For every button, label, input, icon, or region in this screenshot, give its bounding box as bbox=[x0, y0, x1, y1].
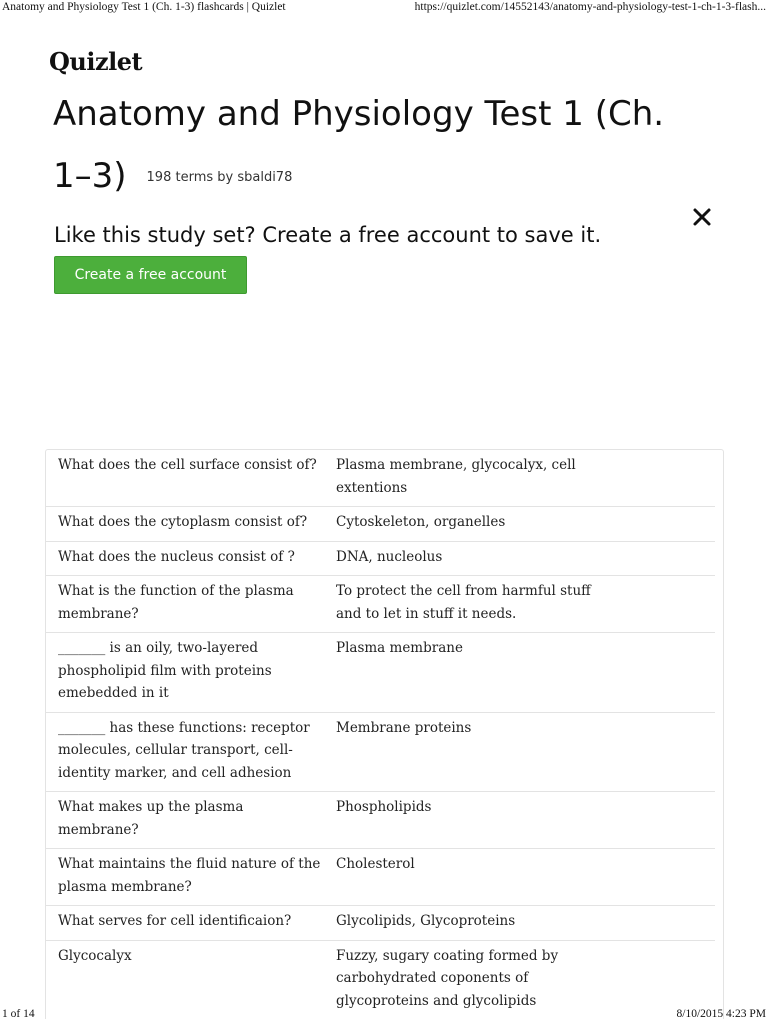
definition-text: Glycolipids, Glycoproteins bbox=[336, 913, 516, 929]
term-text: What makes up the plasma membrane? bbox=[58, 799, 244, 838]
term-row bbox=[46, 542, 715, 577]
term-text: _______ is an oily, two-layered phospholipid film with proteins emebedded in it bbox=[58, 640, 272, 701]
print-header-title: Anatomy and Physiology Test 1 (Ch. 1-3) flashcards | Quizlet bbox=[2, 1, 286, 13]
term-text: _______ has these functions: receptor molecules, cellular transport, cell-identity marker, and cell adhesion bbox=[58, 719, 310, 781]
term-row bbox=[46, 507, 715, 542]
close-icon[interactable] bbox=[690, 205, 714, 229]
term-text: Glycocalyx bbox=[58, 947, 132, 964]
term-text: What does the cell surface consist of? bbox=[58, 457, 317, 473]
quizlet-logo[interactable]: Quizlet bbox=[49, 47, 143, 76]
set-meta[interactable]: 198 terms by sbaldi78 bbox=[146, 170, 293, 185]
term-row bbox=[46, 633, 715, 713]
definition-text: DNA, nucleolus bbox=[336, 548, 443, 565]
definition-text: Plasma membrane, glycocalyx, cell extentions bbox=[336, 457, 576, 496]
definition-text: Cholesterol bbox=[336, 856, 415, 872]
definition-text: Plasma membrane bbox=[336, 640, 463, 656]
create-account-button[interactable]: Create a free account bbox=[54, 256, 247, 294]
set-title-block bbox=[53, 83, 713, 209]
term-row bbox=[46, 849, 715, 906]
term-text: What serves for cell identificaion? bbox=[58, 913, 292, 929]
definition-text: Membrane proteins bbox=[336, 719, 472, 736]
term-row bbox=[46, 792, 715, 849]
term-row bbox=[46, 450, 715, 507]
print-header bbox=[0, 0, 768, 16]
definition-text: Phospholipids bbox=[336, 799, 432, 815]
promo-message: Like this study set? Create a free account to save it. bbox=[54, 223, 602, 247]
term-row bbox=[46, 713, 715, 793]
term-row bbox=[46, 906, 715, 941]
term-text: What is the function of the plasma membrane? bbox=[58, 583, 294, 622]
print-timestamp: 8/10/2015 4:23 PM bbox=[676, 1008, 766, 1020]
term-row bbox=[46, 576, 715, 633]
print-header-url: https://quizlet.com/14552143/anatomy-and-physiology-test-1-ch-1-3-flash... bbox=[414, 1, 766, 13]
term-text: What does the cytoplasm consist of? bbox=[58, 514, 308, 530]
print-footer bbox=[0, 1008, 768, 1024]
definition-text: To protect the cell from harmful stuff and to let in stuff it needs. bbox=[336, 583, 591, 622]
term-text: What maintains the fluid nature of the plasma membrane? bbox=[58, 856, 321, 895]
page-title: Anatomy and Physiology Test 1 (Ch. 1–3) bbox=[53, 94, 665, 196]
term-text: What does the nucleus consist of ? bbox=[58, 548, 295, 565]
page-number: 1 of 14 bbox=[2, 1008, 35, 1020]
definition-text: Cytoskeleton, organelles bbox=[336, 514, 506, 530]
definition-text: Fuzzy, sugary coating formed by carbohydrated coponents of glycoproteins and glycolipids bbox=[336, 947, 559, 1009]
terms-table bbox=[45, 449, 724, 1019]
